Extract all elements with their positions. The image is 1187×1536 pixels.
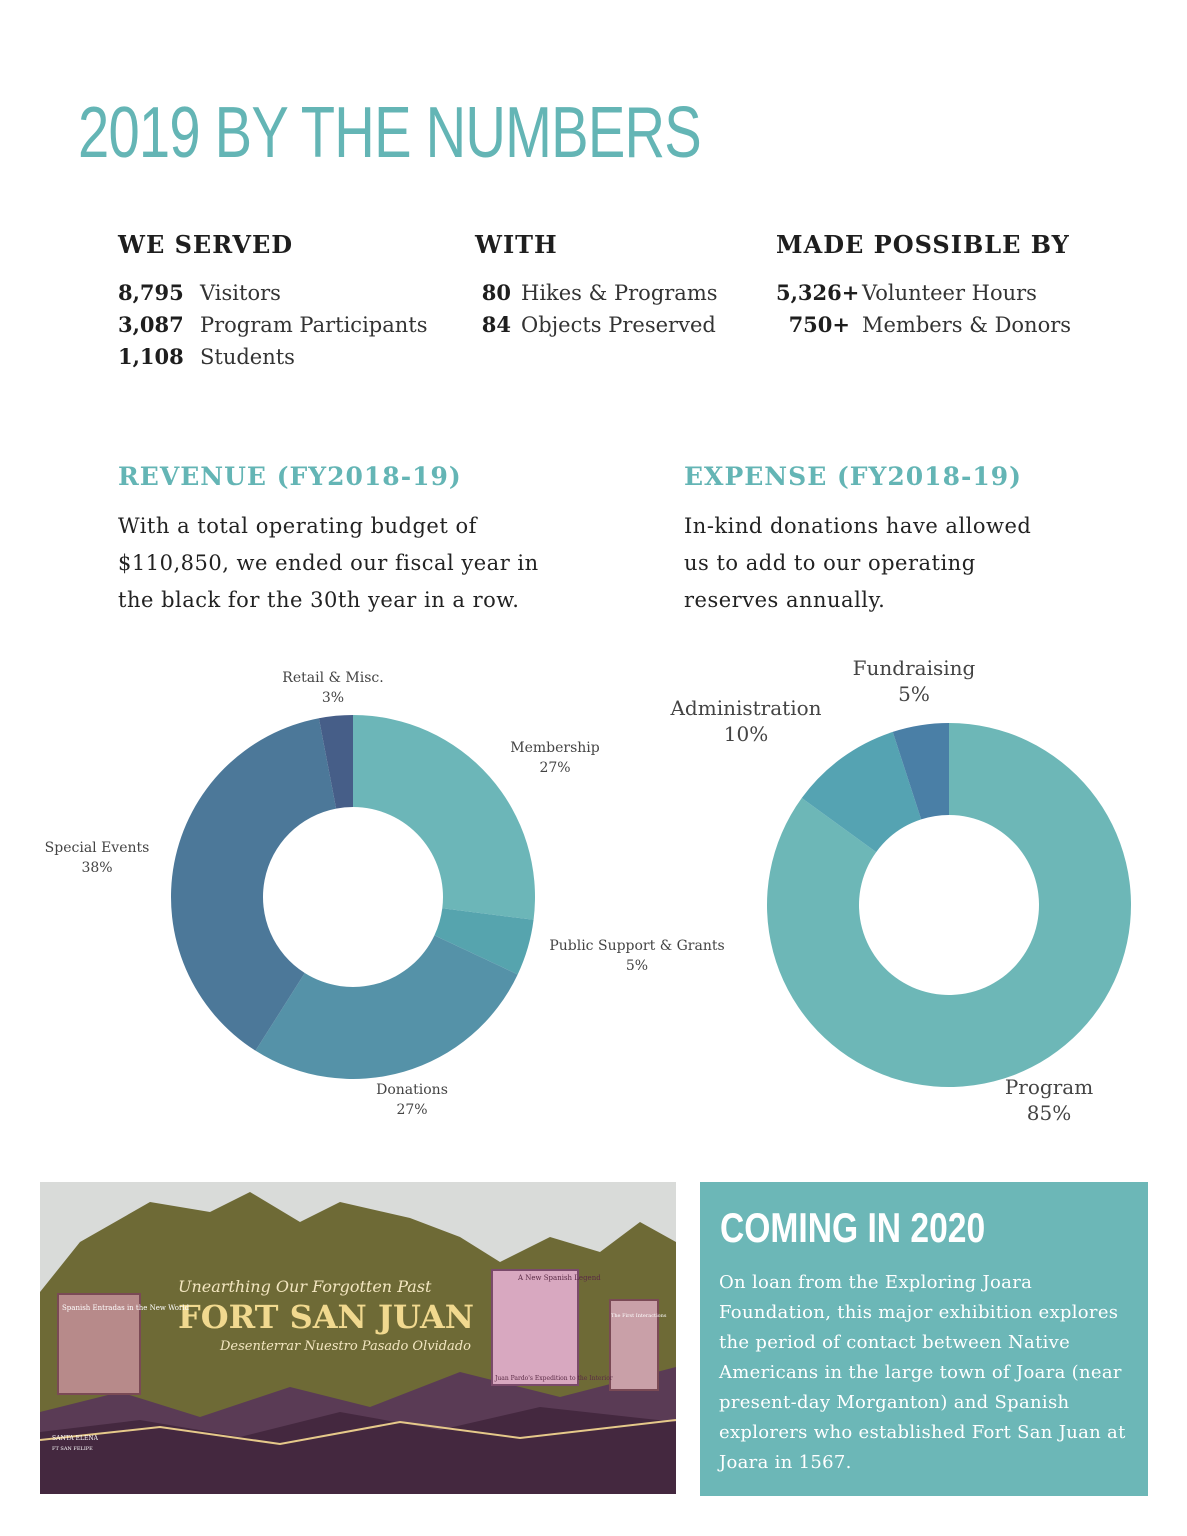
served-list bbox=[118, 277, 427, 373]
value-membership: 27% bbox=[539, 760, 571, 776]
coming-in-2020-panel bbox=[700, 1182, 1148, 1496]
revenue-heading: REVENUE (FY2018-19) bbox=[118, 462, 462, 491]
stat-row bbox=[776, 277, 1071, 309]
stat-label: Objects Preserved bbox=[521, 313, 716, 337]
stat-row bbox=[118, 277, 427, 309]
stat-number: 8,795 bbox=[118, 280, 184, 305]
exhibit-line3: Desenterrar Nuestro Pasado Olvidado bbox=[220, 1339, 471, 1354]
exhibit-line1: Unearthing Our Forgotten Past bbox=[178, 1277, 432, 1296]
label-program: Program bbox=[1004, 1075, 1094, 1099]
with-heading: WITH bbox=[475, 230, 558, 259]
expense-heading: EXPENSE (FY2018-19) bbox=[684, 462, 1022, 491]
slice-donations bbox=[255, 935, 517, 1079]
label-membership: Membership bbox=[510, 740, 600, 756]
possible-list bbox=[776, 277, 1071, 341]
expense-donut-chart bbox=[669, 656, 1131, 1125]
page-title: 2019 BY THE NUMBERS bbox=[78, 93, 701, 173]
stat-label: Program Participants bbox=[200, 313, 428, 337]
stat-label: Visitors bbox=[200, 281, 281, 305]
stat-label: Students bbox=[200, 345, 295, 369]
label-public-support-grants: Public Support & Grants bbox=[549, 938, 725, 954]
stat-row bbox=[475, 309, 718, 341]
coming-text: On loan from the Exploring Joara Foundation, this major exhibition explores the period of contact between Native Americans in the large town of Joara (near present-day Morganton) and Spanish explorers who established Fort San Juan at Joara in 1567. bbox=[719, 1272, 1126, 1473]
revenue-text: With a total operating budget of $110,850, we ended our fiscal year in the black for the 30th year in a row. bbox=[118, 514, 539, 612]
value-public-support-grants: 5% bbox=[625, 958, 649, 974]
possible-heading: MADE POSSIBLE BY bbox=[776, 230, 1070, 259]
value-fundraising: 5% bbox=[898, 682, 930, 706]
stat-label: Members & Donors bbox=[862, 313, 1072, 337]
served-heading: WE SERVED bbox=[118, 230, 294, 259]
stat-number: 84 bbox=[481, 312, 511, 337]
value-program: 85% bbox=[1026, 1101, 1072, 1125]
value-special-events: 38% bbox=[81, 860, 113, 876]
charts-svg bbox=[0, 640, 1187, 1140]
exhibit-line2: FORT SAN JUAN bbox=[178, 1298, 475, 1336]
slice-membership bbox=[353, 715, 535, 920]
label-retail-misc: Retail & Misc. bbox=[282, 670, 384, 686]
coming-title: COMING IN 2020 bbox=[720, 1204, 986, 1251]
exhibit-panel-a: Spanish Entradas in the New World bbox=[62, 1304, 190, 1312]
stat-row bbox=[475, 277, 718, 309]
label-donations: Donations bbox=[376, 1082, 448, 1098]
stat-row bbox=[118, 341, 427, 373]
stat-row bbox=[118, 309, 427, 341]
stat-label: Volunteer Hours bbox=[862, 281, 1037, 305]
exhibit-illustration bbox=[40, 1182, 676, 1494]
label-administration: Administration bbox=[670, 696, 822, 720]
stat-number: 750+ bbox=[788, 312, 850, 337]
value-retail-misc: 3% bbox=[321, 690, 345, 706]
stat-number: 5,326+ bbox=[776, 280, 860, 305]
stat-number: 1,108 bbox=[118, 344, 184, 369]
stat-row bbox=[776, 309, 1071, 341]
stat-number: 3,087 bbox=[118, 312, 184, 337]
expense-text: In-kind donations have allowed us to add to our operating reserves annually. bbox=[684, 514, 1032, 612]
exhibit-photo bbox=[40, 1182, 676, 1494]
revenue-donut-chart bbox=[45, 670, 725, 1118]
exhibit-map-a: SANTA ELENA bbox=[52, 1435, 98, 1442]
exhibit-panel-b: A New Spanish Legend bbox=[518, 1274, 601, 1282]
value-administration: 10% bbox=[723, 722, 769, 746]
label-fundraising: Fundraising bbox=[852, 656, 976, 680]
label-special-events: Special Events bbox=[44, 840, 150, 856]
exhibit-panel-c: Juan Pardo's Expedition to the Interior bbox=[495, 1375, 613, 1382]
with-list bbox=[475, 277, 718, 341]
exhibit-panel-d: The First Interactions bbox=[611, 1313, 667, 1319]
value-donations: 27% bbox=[396, 1102, 428, 1118]
exhibit-map-b: FT SAN FELIPE bbox=[52, 1446, 93, 1452]
stat-label: Hikes & Programs bbox=[521, 281, 718, 305]
stat-number: 80 bbox=[481, 280, 511, 305]
